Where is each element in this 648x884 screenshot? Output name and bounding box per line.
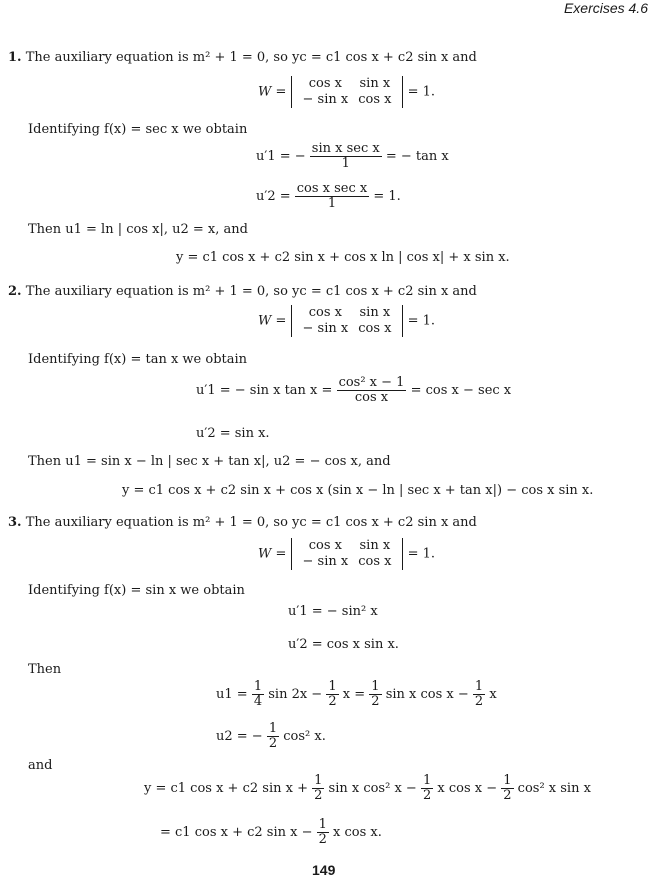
problem-number: 1. [8, 50, 22, 65]
fraction [369, 680, 381, 709]
u2-prime-1 [256, 182, 401, 211]
eq-part: x [489, 687, 497, 702]
wronskian-value: = 1. [407, 84, 436, 100]
then-text-2: Then u1 = sin x − ln | sec x + tan x|, u2 = − cos x, and [28, 454, 391, 469]
numerator: cos² x − 1 [338, 375, 405, 390]
fraction [312, 774, 324, 803]
wronskian-label: W = [258, 313, 287, 329]
det-cell: cos x [358, 554, 392, 569]
det-cell: cos x [308, 76, 342, 91]
denominator: 2 [318, 832, 327, 847]
det-cell: − sin x [302, 92, 349, 107]
eq-part: sin x cos² x − [328, 781, 417, 796]
det-cell: sin x [359, 538, 391, 553]
wronskian-label: W = [258, 546, 287, 562]
numerator: 1 [318, 817, 327, 832]
numerator: 1 [371, 679, 380, 694]
eq-part: x cos x. [333, 825, 382, 840]
denominator: 2 [371, 694, 380, 709]
u1-prime-2 [196, 376, 511, 405]
fraction [252, 680, 264, 709]
eq-part: cos² x sin x [517, 781, 591, 796]
eq-rhs: = cos x − sec x [410, 383, 512, 398]
intro-text: The auxiliary equation is m² + 1 = 0, so yc = c1 cos x + c2 sin x and [25, 50, 477, 65]
wronskian-value: = 1. [407, 546, 436, 562]
then-text-1: Then u1 = ln | cos x|, u2 = x, and [28, 222, 248, 237]
numerator: 1 [474, 679, 484, 694]
numerator: 1 [268, 721, 278, 736]
u2-prime-3: u′2 = cos x sin x. [288, 637, 399, 652]
problem-number: 2. [8, 284, 22, 299]
wronskian-value: = 1. [407, 313, 436, 329]
numerator: 1 [328, 679, 337, 694]
numerator: sin x sec x [311, 141, 380, 156]
eq-part: x cos x − [437, 781, 498, 796]
wronskian-2 [258, 305, 435, 337]
eq-part: y = c1 cos x + c2 sin x + [144, 781, 308, 796]
numerator: 1 [422, 773, 432, 788]
denominator: 4 [253, 694, 263, 709]
identify-text-1: Identifying f(x) = sec x we obtain [28, 122, 248, 137]
wronskian-1 [258, 76, 435, 108]
wronskian-label: W = [258, 84, 287, 100]
numerator: 1 [503, 773, 512, 788]
identify-text-3: Identifying f(x) = sin x we obtain [28, 583, 245, 598]
eq-lhs: u′2 = [256, 189, 291, 204]
fraction [326, 680, 338, 709]
fraction [421, 774, 433, 803]
fraction [473, 680, 485, 709]
denominator: 1 [327, 196, 337, 211]
denominator: 2 [503, 788, 512, 803]
eq-part: = c1 cos x + c2 sin x − [160, 825, 313, 840]
det-cell: − sin x [302, 321, 349, 336]
eq-part: sin 2x − [268, 687, 323, 702]
denominator: 1 [341, 156, 350, 171]
then-text-3: Then [28, 662, 62, 677]
determinant [291, 76, 404, 108]
fraction [317, 818, 329, 847]
denominator: 2 [422, 788, 432, 803]
page-number: 149 [312, 862, 336, 878]
eq-part: sin x cos x − [385, 687, 469, 702]
denominator: 2 [314, 788, 323, 803]
u1-line-3 [216, 680, 497, 709]
numerator: 1 [314, 773, 323, 788]
identify-text-2: Identifying f(x) = tan x we obtain [28, 352, 248, 367]
eq-rhs: = − tan x [385, 149, 449, 164]
determinant [291, 305, 404, 337]
eq-lhs: u′1 = − sin x tan x = [196, 383, 333, 398]
eq-part: x = [342, 687, 366, 702]
denominator: cos x [354, 390, 389, 405]
eq-lhs: u′1 = − [256, 149, 306, 164]
intro-text: The auxiliary equation is m² + 1 = 0, so yc = c1 cos x + c2 sin x and [25, 284, 477, 299]
denominator: 2 [474, 694, 484, 709]
u2-line-3 [216, 722, 326, 751]
denominator: 2 [328, 694, 337, 709]
u1-prime-1 [256, 142, 449, 171]
det-cell: cos x [358, 92, 392, 107]
det-cell: − sin x [302, 554, 349, 569]
u1-prime-3: u′1 = − sin² x [288, 604, 378, 619]
fraction [310, 142, 382, 171]
u2-prime-2: u′2 = sin x. [196, 426, 270, 441]
eq-part: cos² x. [283, 729, 326, 744]
det-cell: cos x [308, 538, 342, 553]
det-cell: sin x [359, 76, 391, 91]
and-text-3: and [28, 758, 53, 773]
eq-rhs: = 1. [373, 189, 401, 204]
solution-1: y = c1 cos x + c2 sin x + cos x ln | cos x| + x sin x. [176, 250, 510, 265]
fraction [501, 774, 513, 803]
determinant [291, 538, 404, 570]
problem-1-intro [8, 50, 477, 65]
fraction [337, 376, 407, 405]
det-cell: cos x [308, 305, 342, 320]
page-header: Exercises 4.6 [563, 0, 648, 16]
problem-2-intro [8, 284, 477, 299]
numerator: cos x sec x [296, 181, 368, 196]
numerator: 1 [253, 679, 263, 694]
problem-3-intro [8, 515, 477, 530]
solution-3-line-2 [160, 818, 382, 847]
wronskian-3 [258, 538, 435, 570]
fraction [295, 182, 369, 211]
det-cell: cos x [358, 321, 392, 336]
intro-text: The auxiliary equation is m² + 1 = 0, so yc = c1 cos x + c2 sin x and [25, 515, 477, 530]
eq-part: u1 = [216, 687, 248, 702]
fraction [267, 722, 279, 751]
problem-number: 3. [8, 515, 22, 530]
solution-3-line-1 [144, 774, 591, 803]
eq-part: u2 = − [216, 729, 263, 744]
solution-2: y = c1 cos x + c2 sin x + cos x (sin x − ln | sec x + tan x|) − cos x sin x. [122, 483, 594, 498]
denominator: 2 [268, 736, 278, 751]
det-cell: sin x [359, 305, 391, 320]
